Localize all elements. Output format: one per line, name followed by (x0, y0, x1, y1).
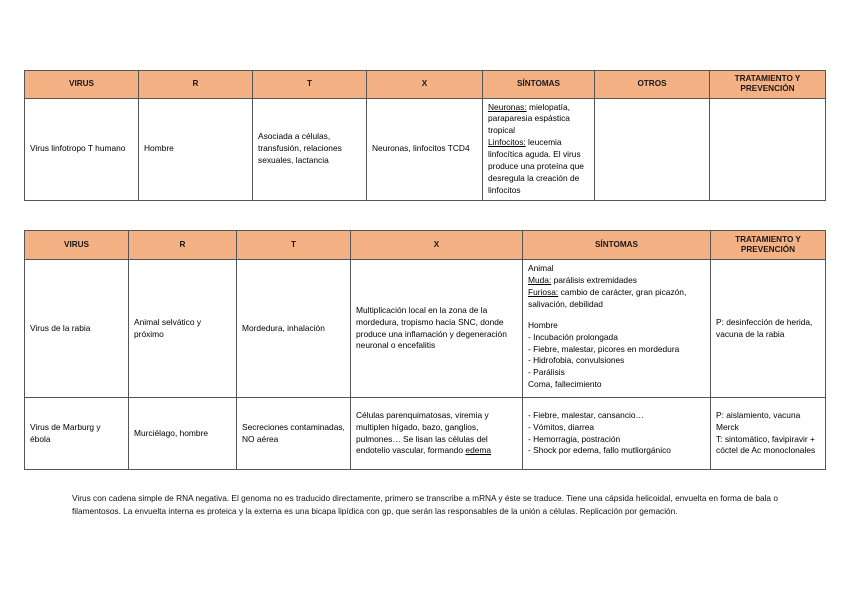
table-htlv (24, 70, 826, 201)
x-text: Células parenquimatosas, viremia y multiplen hígado, bazo, ganglios, pulmones… Se lisan las células del endotelio vascular, formando (356, 409, 489, 456)
header-otros: OTROS (595, 71, 710, 99)
list-item: - Parálisis (528, 367, 565, 378)
cell-otros (595, 98, 710, 200)
table-row (25, 260, 826, 398)
muda-line (528, 275, 705, 287)
table-header-row (25, 71, 826, 99)
table-row (25, 398, 826, 470)
list-item: - Fiebre, malestar, cansancio… (528, 409, 644, 420)
x-underlined: edema (465, 445, 492, 456)
muda-text: parálisis extremidades (551, 274, 637, 285)
header-x: X (351, 231, 523, 260)
neuronas-label: Neuronas: (488, 101, 527, 112)
furiosa-label: Furiosa: (528, 286, 559, 297)
cell-x: Multiplicación local en la zona de la mordedura, tropismo hacia SNC, donde produce una inflamación y degeneración neuronal o encefalitis (351, 260, 523, 398)
list-item: - Shock por edema, fallo mutliorgánico (528, 445, 671, 456)
cell-r: Hombre (139, 98, 253, 200)
cell-tratamiento (710, 98, 826, 200)
tratamiento-p: P: aislamiento, vacuna Merck (716, 409, 801, 432)
linfocitos-text: leucemia linfocítica aguda. El virus produce una proteína que desregula la creación de linfocitos (488, 137, 584, 195)
tratamiento-t: T: sintomático, favipiravir + cóctel de Ac monoclonales (716, 433, 816, 456)
header-virus: VIRUS (25, 71, 139, 99)
footnote-paragraph: Virus con cadena simple de RNA negativa. El genoma no es traducido directamente, primero se transcribe a mRNA y éste se traduce. Tiene una cápsida helicoidal, envuelta en forma de bala o filamentosos. La envuelta interna es proteica y la externa es una bicapa lipídica con gp, que serán las responsables de la unión a células. Replicación por gemación. (72, 493, 778, 516)
cell-sintomas (523, 398, 711, 470)
furiosa-line (528, 287, 705, 311)
header-sintomas: SÍNTOMAS (523, 231, 711, 260)
cell-r: Animal selvático y próximo (129, 260, 237, 398)
header-tratamiento: TRATAMIENTO Y PREVENCIÓN (711, 231, 826, 260)
header-r: R (129, 231, 237, 260)
table-row (25, 98, 826, 200)
list-item: - Incubación prolongada (528, 331, 618, 342)
muda-label: Muda: (528, 274, 552, 285)
cell-x (351, 398, 523, 470)
cell-t: Mordedura, inhalación (237, 260, 351, 398)
animal-heading: Animal (528, 263, 554, 273)
cell-virus: Virus linfotropo T humano (25, 98, 139, 200)
furiosa-text: cambio de carácter, gran picazón, salivación, debilidad (528, 286, 687, 309)
table-rabia-marburg (24, 230, 826, 470)
table-header-row (25, 231, 826, 260)
cell-t: Secreciones contaminadas, NO aérea (237, 398, 351, 470)
header-x: X (367, 71, 483, 99)
header-t: T (237, 231, 351, 260)
list-item: - Hidrofobia, convulsiones (528, 355, 625, 366)
list-item: - Fiebre, malestar, picores en mordedura (528, 343, 680, 354)
cell-sintomas (483, 98, 595, 200)
cell-sintomas (523, 260, 711, 398)
hombre-heading: Hombre (528, 319, 558, 330)
header-t: T (253, 71, 367, 99)
header-sintomas: SÍNTOMAS (483, 71, 595, 99)
header-tratamiento: TRATAMIENTO Y PREVENCIÓN (710, 71, 826, 99)
cell-x: Neuronas, linfocitos TCD4 (367, 98, 483, 200)
linfocitos-label: Linfocitos: (488, 137, 526, 148)
cell-tratamiento: P: desinfección de herida, vacuna de la rabia (711, 260, 826, 398)
list-item: - Vómitos, diarrea (528, 421, 595, 432)
list-item: Coma, fallecimiento (528, 379, 602, 390)
cell-virus: Virus de Marburg y ébola (25, 398, 129, 470)
cell-t: Asociada a células, transfusión, relaciones sexuales, lactancia (253, 98, 367, 200)
cell-r: Murciélago, hombre (129, 398, 237, 470)
header-virus: VIRUS (25, 231, 129, 260)
header-r: R (139, 71, 253, 99)
list-item: - Hemorragia, postración (528, 433, 621, 444)
cell-tratamiento (711, 398, 826, 470)
neuronas-text: mielopatía, paraparesia espástica tropical (488, 101, 570, 136)
cell-virus: Virus de la rabia (25, 260, 129, 398)
